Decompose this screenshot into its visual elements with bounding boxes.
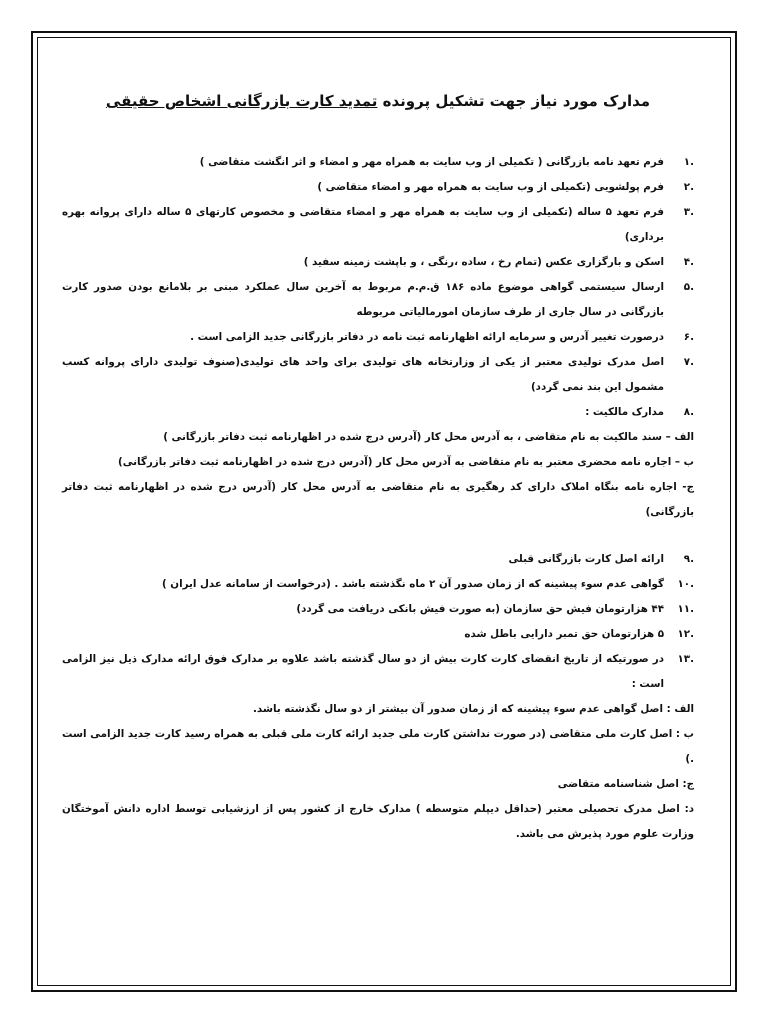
- list-item: [62, 647, 694, 697]
- list-item: [62, 325, 694, 350]
- list-item: [62, 175, 694, 200]
- list-item: [62, 547, 694, 572]
- item-number: .۸: [683, 406, 694, 418]
- section-spacer: [62, 525, 694, 547]
- item-number: .۵: [683, 281, 694, 293]
- list-item: [62, 597, 694, 622]
- item-text: ارسال سیستمی گواهی موضوع ماده ۱۸۶ ق.م.م مربوط به آخرین سال عملکرد مبنی بر بلامانع بودن صدور کارت بازرگانی در سال جاری از طرف سازمان امورمالیاتی مربوطه: [62, 281, 665, 318]
- item-number: .۱۳: [677, 653, 694, 665]
- list-item: [62, 200, 694, 250]
- expired-requirement: ب : اصل کارت ملی متقاضی (در صورت نداشتن کارت ملی جدید ارائه کارت ملی قبلی به همراه رسید کارت جدید الزامی است .): [62, 728, 694, 765]
- expired-requirement: ج: اصل شناسنامه متقاضی: [557, 778, 694, 790]
- list-item: [62, 275, 694, 325]
- item-number: .۹: [683, 553, 694, 565]
- ownership-option: الف – سند مالکیت به نام متقاضی ، به آدرس محل کار (آدرس درج شده در اظهارنامه ثبت دفاتر بازرگانی ): [163, 431, 694, 443]
- expired-card-documents: [62, 697, 694, 847]
- list-item: [62, 350, 694, 400]
- document-title: [62, 92, 694, 110]
- item-text: فرم پولشویی (تکمیلی از وب سایت به همراه مهر و امضاء متقاضی ): [317, 181, 664, 193]
- list-item: [62, 250, 694, 275]
- item-number: .۱۰: [677, 578, 694, 590]
- item-text: اسکن و بارگزاری عکس (تمام رخ ، ساده ،رنگی ، و باپشت زمینه سفید ): [303, 256, 664, 268]
- item-number: .۴: [683, 256, 694, 268]
- item-text: ۵ هزارتومان حق تمبر دارایی باطل شده: [464, 628, 664, 640]
- item-text: اصل مدرک تولیدی معتبر از یکی از وزارتخانه های تولیدی برای واحد های تولیدی(صنوف تولیدی دارای پروانه کسب مشمول این بند نمی گردد): [62, 356, 664, 393]
- item-text: ۴۴ هزارتومان فیش حق سازمان (به صورت فیش بانکی دریافت می گردد): [296, 603, 664, 615]
- ownership-option: ج- اجاره نامه بنگاه املاک دارای کد رهگیری به نام متقاضی به آدرس محل کار (آدرس درج شده در اظهارنامه ثبت دفاتر بازرگانی): [62, 481, 694, 518]
- list-item: [62, 622, 694, 647]
- item-number: .۷: [683, 356, 694, 368]
- list-item: [62, 150, 694, 175]
- item-text: فرم تعهد ۵ ساله (تکمیلی از وب سایت به همراه مهر و امضاء متقاضی و مخصوص کارتهای ۵ ساله دارای پروانه بهره برداری): [62, 206, 664, 243]
- item-text: مدارک مالکیت :: [585, 406, 664, 418]
- expired-requirement: د: اصل مدرک تحصیلی معتبر (حداقل دیپلم متوسطه ) مدارک خارج از کشور پس از ارزشیابی توسط اداره دانش آموختگان وزارت علوم مورد پذیرش می باشد.: [62, 803, 694, 840]
- item-number: .۶: [683, 331, 694, 343]
- item-text: فرم تعهد نامه بازرگانی ( تکمیلی از وب سایت به همراه مهر و امضاء و اثر انگشت متقاضی ): [199, 156, 664, 168]
- ownership-documents: [62, 425, 694, 525]
- expired-requirement: الف : اصل گواهی عدم سوء پیشینه که از زمان صدور آن بیشتر از دو سال نگذشته باشد.: [252, 703, 694, 715]
- title-part-1: مدارک مورد نیاز جهت تشکیل پرونده: [377, 92, 651, 110]
- item-text: در صورتیکه از تاریخ انقضای کارت کارت بیش از دو سال گذشته باشد علاوه بر مدارک فوق ارائه مدارک ذیل نیز الزامی است :: [62, 653, 664, 690]
- requirements-list-a: [62, 150, 694, 425]
- item-number: .۱۲: [677, 628, 694, 640]
- item-text: ارائه اصل کارت بازرگانی قبلی: [508, 553, 664, 565]
- item-number: .۲: [683, 181, 694, 193]
- item-text: گواهی عدم سوء پیشینه که از زمان صدور آن ۲ ماه نگذشته باشد . (درخواست از سامانه عدل ایران ): [161, 578, 664, 590]
- item-number: .۱: [683, 156, 694, 168]
- title-part-2-underlined: تمدید کارت بازرگانی اشخاص حقیقی: [105, 92, 378, 110]
- item-number: .۳: [683, 206, 694, 218]
- requirements-list-b: [62, 547, 694, 697]
- item-number: .۱۱: [677, 603, 694, 615]
- ownership-option: ب – اجاره نامه محضری معتبر به نام متقاضی به آدرس محل کار (آدرس درج شده در اظهارنامه ثبت دفاتر بازرگانی): [118, 456, 694, 468]
- list-item: [62, 572, 694, 597]
- item-text: درصورت تغییر آدرس و سرمایه ارائه اظهارنامه ثبت نامه در دفاتر بازرگانی جدید الزامی است .: [190, 331, 664, 343]
- document-body: [62, 92, 694, 847]
- list-item: [62, 400, 694, 425]
